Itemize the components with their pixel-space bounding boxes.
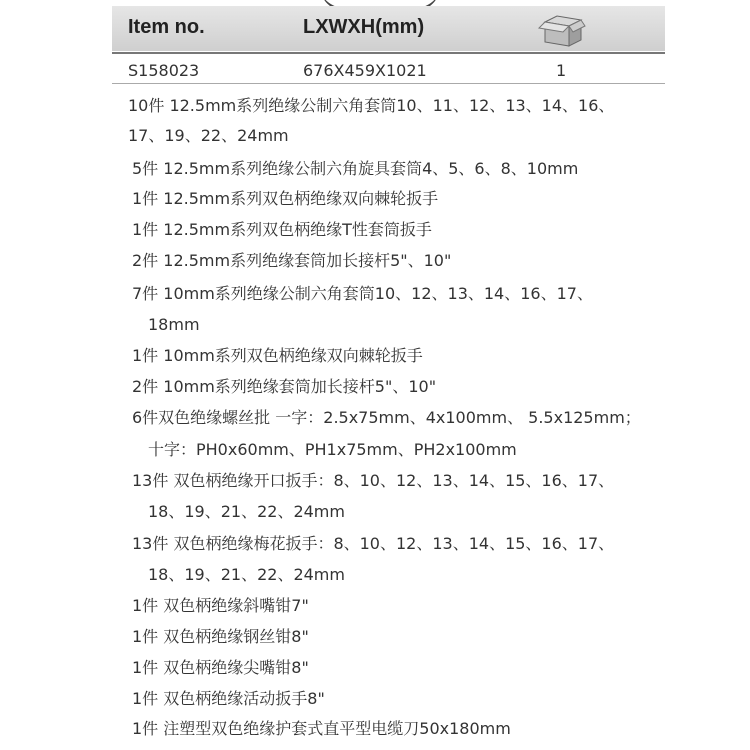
spec-line: 17、19、22、24mm <box>128 126 289 145</box>
spec-line: 1件 注塑型双色绝缘护套式直平型电缆刀50x180mm <box>132 719 511 738</box>
spec-line: 1件 12.5mm系列双色柄绝缘T性套筒扳手 <box>132 220 432 239</box>
spec-line: 18、19、21、22、24mm <box>148 565 345 584</box>
spec-line: 6件双色绝缘螺丝批 一字：2.5x75mm、4x100mm、 5.5x125mm； <box>132 408 641 427</box>
spec-line: 18、19、21、22、24mm <box>148 502 345 521</box>
spec-line: 1件 双色柄绝缘钢丝钳8" <box>132 627 309 646</box>
item-no-header: Item no. <box>128 16 205 38</box>
spec-line: 2件 10mm系列绝缘套筒加长接杆5"、10" <box>132 377 437 396</box>
spec-line: 1件 双色柄绝缘尖嘴钳8" <box>132 658 309 677</box>
spec-line: 2件 12.5mm系列绝缘套筒加长接杆5"、10" <box>132 251 452 270</box>
quantity-value: 1 <box>556 61 567 80</box>
dimensions-value: 676X459X1021 <box>303 61 427 80</box>
spec-line: 十字：PH0x60mm、PH1x75mm、PH2x100mm <box>148 440 517 459</box>
spec-line: 1件 10mm系列双色柄绝缘双向棘轮扳手 <box>132 346 423 365</box>
spec-line: 13件 双色柄绝缘开口扳手：8、10、12、13、14、15、16、17、 <box>132 471 615 490</box>
row-divider <box>112 83 665 84</box>
dimensions-header: LXWXH(mm) <box>303 16 425 38</box>
spec-line: 5件 12.5mm系列绝缘公制六角旋具套筒4、5、6、8、10mm <box>132 159 579 178</box>
spec-line: 7件 10mm系列绝缘公制六角套筒10、12、13、14、16、17、 <box>132 284 593 303</box>
spec-line: 1件 双色柄绝缘斜嘴钳7" <box>132 596 309 615</box>
spec-line: 18mm <box>148 315 200 334</box>
spec-line: 1件 12.5mm系列双色柄绝缘双向棘轮扳手 <box>132 189 439 208</box>
item-no-value: S158023 <box>128 61 200 80</box>
carton-box-icon <box>537 12 587 48</box>
header-divider <box>112 52 665 54</box>
spec-line: 13件 双色柄绝缘梅花扳手：8、10、12、13、14、15、16、17、 <box>132 534 615 553</box>
spec-line: 1件 双色柄绝缘活动扳手8" <box>132 689 325 708</box>
spec-line: 10件 12.5mm系列绝缘公制六角套筒10、11、12、13、14、16、 <box>128 96 615 115</box>
